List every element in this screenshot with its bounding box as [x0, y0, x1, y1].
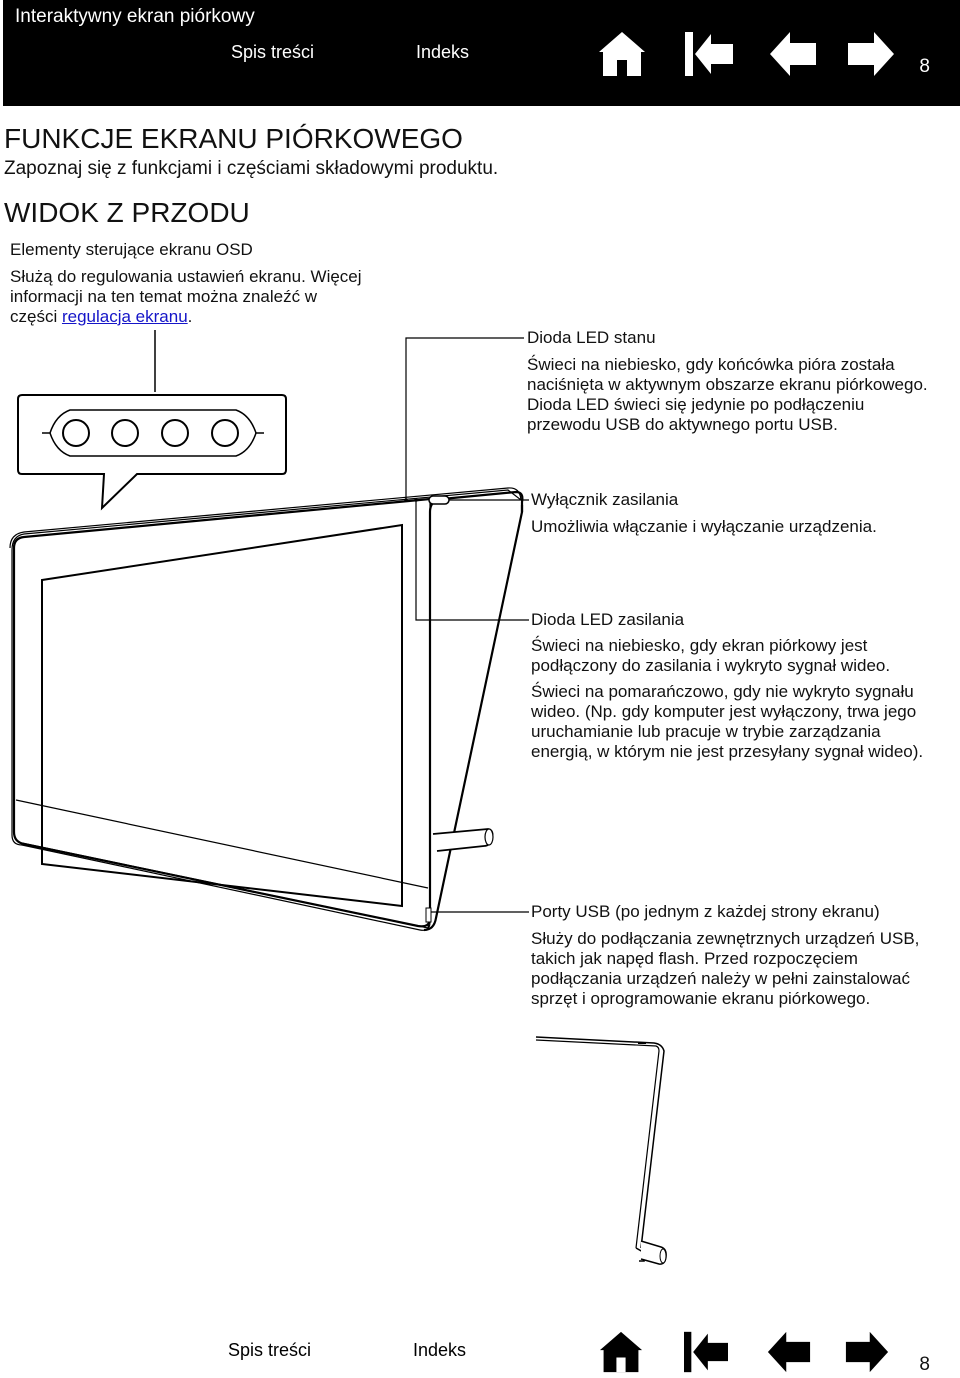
power-switch-description: Umożliwia włączanie i wyłączanie urządzenia. — [531, 517, 877, 536]
footer-home-icon[interactable] — [598, 1330, 644, 1374]
power-led-title: Dioda LED zasilania — [531, 610, 685, 629]
power-led-line: podłączony do zasilania i wykryto sygnał wideo. — [531, 656, 891, 675]
usb-ports-line: Służy do podłączania zewnętrznych urządzeń USB, — [531, 929, 920, 948]
footer-next-page-icon[interactable] — [844, 1330, 890, 1374]
footer-page-number: 8 — [919, 1354, 930, 1375]
power-led-line: wideo. (Np. gdy komputer jest wyłączony, trwa jego — [531, 702, 917, 721]
usb-ports-line: sprzęt i oprogramowanie ekranu piórkowego. — [531, 989, 871, 1008]
page-number: 8 — [919, 56, 930, 77]
status-led-title: Dioda LED stanu — [527, 328, 656, 347]
status-led-line: Dioda LED świeci się jedynie po podłączeniu — [527, 395, 865, 414]
power-led-line: Świeci na pomarańczowo, gdy nie wykryto sygnału — [531, 682, 914, 701]
footer-toc-link[interactable]: Spis treści — [228, 1340, 312, 1360]
screen-adjustment-link[interactable]: regulacja ekranu — [61, 307, 188, 326]
footer-previous-page-icon[interactable] — [766, 1330, 812, 1374]
status-led-line: naciśnięta w aktywnym obszarze ekranu piórkowego. — [527, 375, 928, 394]
osd-line: informacji na ten temat można znaleźć w — [10, 287, 318, 306]
osd-button-1 — [63, 420, 89, 446]
osd-button-2 — [112, 420, 138, 446]
power-led-line: Świeci na niebiesko, gdy ekran piórkowy jest — [531, 636, 868, 655]
toc-link[interactable]: Spis treści — [231, 42, 315, 62]
pen-display-front — [10, 488, 522, 930]
osd-line-suffix: . — [187, 307, 193, 326]
index-link[interactable]: Indeks — [416, 42, 470, 62]
footer-index-link[interactable]: Indeks — [413, 1340, 467, 1360]
usb-ports-title: Porty USB (po jednym z każdej strony ekranu) — [531, 902, 880, 921]
page-subheading: Zapoznaj się z funkcjami i częściami składowymi produktu. — [4, 158, 499, 179]
section-title: WIDOK Z PRZODU — [4, 197, 250, 228]
osd-line: Służą do regulowania ustawień ekranu. Więcej — [10, 267, 362, 286]
page-heading: FUNKCJE EKRANU PIÓRKOWEGO — [4, 123, 463, 154]
osd-button-3 — [162, 420, 188, 446]
power-led-line: uruchamianie lub pracuje w trybie zarządzania — [531, 722, 881, 741]
usb-ports-line: takich jak napęd flash. Przed rozpoczęciem — [531, 949, 858, 968]
footer-first-page-icon[interactable] — [682, 1330, 730, 1374]
usb-ports-line: podłączania urządzeń należy w pełni zainstalować — [531, 969, 910, 988]
osd-title: Elementy sterujące ekranu OSD — [10, 240, 253, 259]
osd-zoom-callout — [18, 395, 286, 508]
power-switch-title: Wyłącznik zasilania — [531, 490, 679, 509]
status-led-callout — [406, 338, 524, 500]
osd-line-prefix: części — [10, 307, 62, 326]
status-led-line: Świeci na niebiesko, gdy końcówka pióra została — [527, 355, 895, 374]
status-led-line: przewodu USB do aktywnego portu USB. — [527, 415, 838, 434]
document-title: Interaktywny ekran piórkowy — [15, 6, 255, 27]
power-led-line: energią, w którym nie jest przesyłany sygnał wideo). — [531, 742, 924, 761]
osd-button-4 — [212, 420, 238, 446]
pen-display-side-view — [536, 1037, 666, 1264]
